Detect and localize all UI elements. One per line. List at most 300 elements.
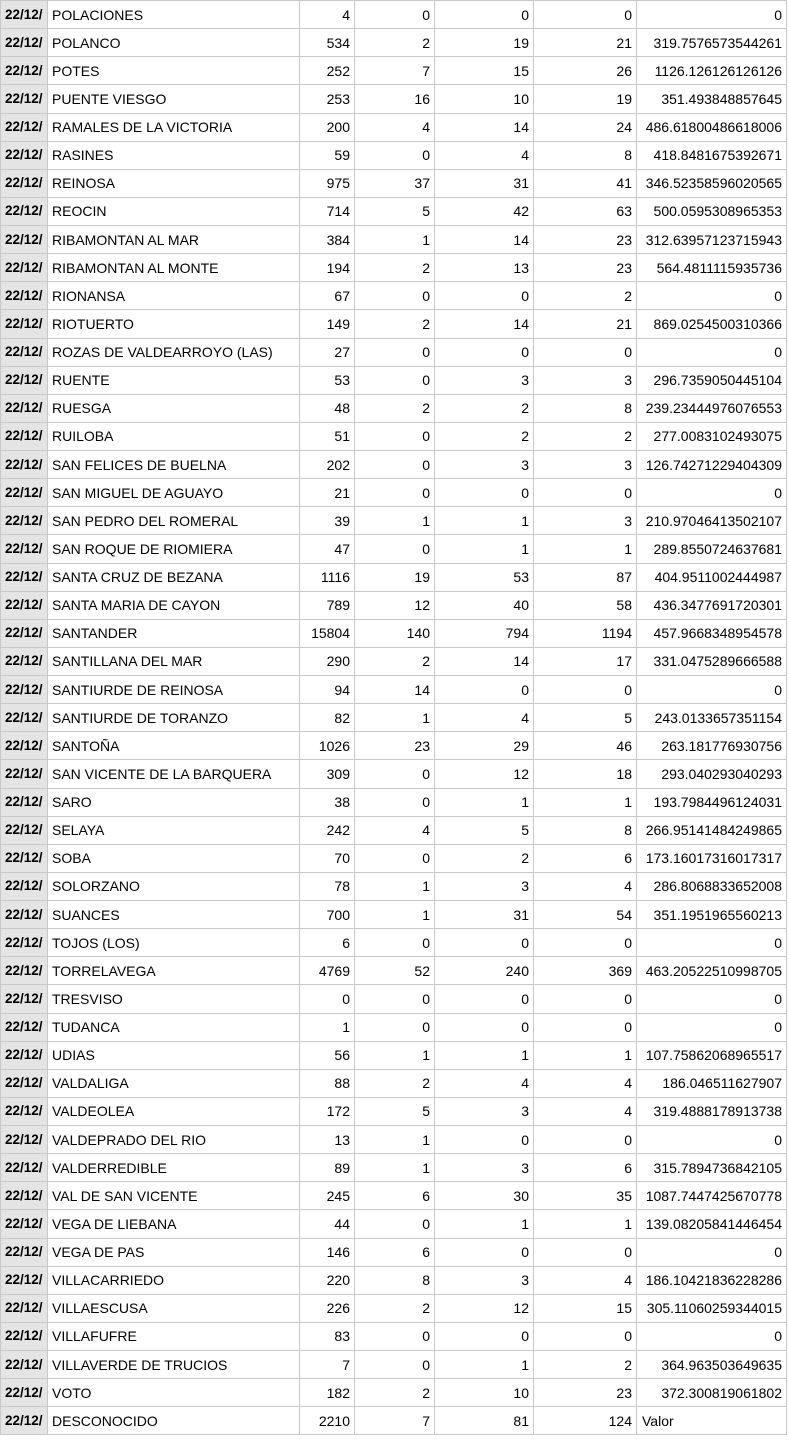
count-cell-2[interactable]: 0 bbox=[355, 1351, 435, 1379]
date-cell[interactable]: 22/12/ bbox=[1, 732, 48, 760]
count-cell-3[interactable]: 15 bbox=[435, 57, 534, 85]
municipality-cell[interactable]: VEGA DE PAS bbox=[48, 1238, 300, 1266]
count-cell-4[interactable]: 4 bbox=[534, 1069, 637, 1097]
date-cell[interactable]: 22/12/ bbox=[1, 451, 48, 479]
count-cell-3[interactable]: 14 bbox=[435, 647, 534, 675]
date-cell[interactable]: 22/12/ bbox=[1, 704, 48, 732]
municipality-cell[interactable]: RIOTUERTO bbox=[48, 310, 300, 338]
count-cell-1[interactable]: 149 bbox=[300, 310, 355, 338]
count-cell-3[interactable]: 1 bbox=[435, 1351, 534, 1379]
count-cell-1[interactable]: 4 bbox=[300, 1, 355, 29]
municipality-cell[interactable]: POLANCO bbox=[48, 29, 300, 57]
rate-cell[interactable]: 457.9668348954578 bbox=[637, 619, 787, 647]
count-cell-2[interactable]: 2 bbox=[355, 394, 435, 422]
count-cell-2[interactable]: 0 bbox=[355, 282, 435, 310]
count-cell-4[interactable]: 0 bbox=[534, 676, 637, 704]
rate-cell[interactable]: 0 bbox=[637, 338, 787, 366]
count-cell-4[interactable]: 2 bbox=[534, 282, 637, 310]
count-cell-1[interactable]: 0 bbox=[300, 985, 355, 1013]
count-cell-4[interactable]: 23 bbox=[534, 254, 637, 282]
count-cell-1[interactable]: 1026 bbox=[300, 732, 355, 760]
date-cell[interactable]: 22/12/ bbox=[1, 1407, 48, 1435]
rate-cell[interactable]: 173.16017316017317 bbox=[637, 844, 787, 872]
municipality-cell[interactable]: VALDERREDIBLE bbox=[48, 1154, 300, 1182]
count-cell-2[interactable]: 0 bbox=[355, 479, 435, 507]
count-cell-1[interactable]: 194 bbox=[300, 254, 355, 282]
count-cell-1[interactable]: 53 bbox=[300, 366, 355, 394]
count-cell-4[interactable]: 8 bbox=[534, 816, 637, 844]
date-cell[interactable]: 22/12/ bbox=[1, 226, 48, 254]
date-cell[interactable]: 22/12/ bbox=[1, 844, 48, 872]
municipality-cell[interactable]: RUENTE bbox=[48, 366, 300, 394]
municipality-cell[interactable]: SANTIURDE DE REINOSA bbox=[48, 676, 300, 704]
count-cell-4[interactable]: 0 bbox=[534, 1322, 637, 1350]
count-cell-2[interactable]: 0 bbox=[355, 1013, 435, 1041]
count-cell-3[interactable]: 3 bbox=[435, 1097, 534, 1125]
rate-cell[interactable]: 0 bbox=[637, 1, 787, 29]
count-cell-1[interactable]: 7 bbox=[300, 1351, 355, 1379]
date-cell[interactable]: 22/12/ bbox=[1, 1351, 48, 1379]
count-cell-2[interactable]: 0 bbox=[355, 760, 435, 788]
count-cell-3[interactable]: 0 bbox=[435, 929, 534, 957]
rate-cell[interactable]: 186.046511627907 bbox=[637, 1069, 787, 1097]
count-cell-3[interactable]: 10 bbox=[435, 85, 534, 113]
rate-cell[interactable]: 463.20522510998705 bbox=[637, 957, 787, 985]
count-cell-4[interactable]: 87 bbox=[534, 563, 637, 591]
count-cell-3[interactable]: 0 bbox=[435, 282, 534, 310]
count-cell-2[interactable]: 52 bbox=[355, 957, 435, 985]
count-cell-4[interactable]: 3 bbox=[534, 366, 637, 394]
count-cell-4[interactable]: 54 bbox=[534, 901, 637, 929]
count-cell-3[interactable]: 3 bbox=[435, 366, 534, 394]
count-cell-2[interactable]: 4 bbox=[355, 113, 435, 141]
count-cell-3[interactable]: 12 bbox=[435, 760, 534, 788]
count-cell-4[interactable]: 15 bbox=[534, 1294, 637, 1322]
municipality-cell[interactable]: SAN MIGUEL DE AGUAYO bbox=[48, 479, 300, 507]
rate-cell[interactable]: 319.4888178913738 bbox=[637, 1097, 787, 1125]
count-cell-1[interactable]: 975 bbox=[300, 169, 355, 197]
count-cell-4[interactable]: 21 bbox=[534, 29, 637, 57]
count-cell-2[interactable]: 12 bbox=[355, 591, 435, 619]
rate-cell[interactable]: 277.0083102493075 bbox=[637, 422, 787, 450]
municipality-cell[interactable]: SOBA bbox=[48, 844, 300, 872]
date-cell[interactable]: 22/12/ bbox=[1, 479, 48, 507]
date-cell[interactable]: 22/12/ bbox=[1, 1154, 48, 1182]
rate-cell[interactable]: 107.75862068965517 bbox=[637, 1041, 787, 1069]
count-cell-4[interactable]: 0 bbox=[534, 479, 637, 507]
municipality-cell[interactable]: VILLAESCUSA bbox=[48, 1294, 300, 1322]
date-cell[interactable]: 22/12/ bbox=[1, 1013, 48, 1041]
count-cell-2[interactable]: 6 bbox=[355, 1238, 435, 1266]
count-cell-1[interactable]: 82 bbox=[300, 704, 355, 732]
count-cell-3[interactable]: 240 bbox=[435, 957, 534, 985]
municipality-cell[interactable]: ROZAS DE VALDEARROYO (LAS) bbox=[48, 338, 300, 366]
date-cell[interactable]: 22/12/ bbox=[1, 901, 48, 929]
date-cell[interactable]: 22/12/ bbox=[1, 1210, 48, 1238]
municipality-cell[interactable]: SAN VICENTE DE LA BARQUERA bbox=[48, 760, 300, 788]
count-cell-3[interactable]: 53 bbox=[435, 563, 534, 591]
count-cell-3[interactable]: 4 bbox=[435, 704, 534, 732]
count-cell-2[interactable]: 4 bbox=[355, 816, 435, 844]
date-cell[interactable]: 22/12/ bbox=[1, 1069, 48, 1097]
municipality-cell[interactable]: UDIAS bbox=[48, 1041, 300, 1069]
date-cell[interactable]: 22/12/ bbox=[1, 619, 48, 647]
municipality-cell[interactable]: SANTIURDE DE TORANZO bbox=[48, 704, 300, 732]
rate-cell[interactable]: 351.493848857645 bbox=[637, 85, 787, 113]
count-cell-2[interactable]: 0 bbox=[355, 929, 435, 957]
municipality-cell[interactable]: DESCONOCIDO bbox=[48, 1407, 300, 1435]
municipality-cell[interactable]: RUESGA bbox=[48, 394, 300, 422]
count-cell-2[interactable]: 19 bbox=[355, 563, 435, 591]
count-cell-2[interactable]: 1 bbox=[355, 704, 435, 732]
count-cell-3[interactable]: 10 bbox=[435, 1379, 534, 1407]
count-cell-4[interactable]: 0 bbox=[534, 1126, 637, 1154]
municipality-cell[interactable]: TRESVISO bbox=[48, 985, 300, 1013]
count-cell-4[interactable]: 17 bbox=[534, 647, 637, 675]
count-cell-1[interactable]: 242 bbox=[300, 816, 355, 844]
count-cell-1[interactable]: 309 bbox=[300, 760, 355, 788]
date-cell[interactable]: 22/12/ bbox=[1, 254, 48, 282]
date-cell[interactable]: 22/12/ bbox=[1, 1182, 48, 1210]
rate-cell[interactable]: 243.0133657351154 bbox=[637, 704, 787, 732]
count-cell-4[interactable]: 0 bbox=[534, 338, 637, 366]
count-cell-2[interactable]: 8 bbox=[355, 1266, 435, 1294]
count-cell-3[interactable]: 2 bbox=[435, 422, 534, 450]
rate-cell[interactable]: 263.181776930756 bbox=[637, 732, 787, 760]
date-cell[interactable]: 22/12/ bbox=[1, 957, 48, 985]
date-cell[interactable]: 22/12/ bbox=[1, 366, 48, 394]
municipality-cell[interactable]: RIBAMONTAN AL MAR bbox=[48, 226, 300, 254]
rate-cell[interactable]: 293.040293040293 bbox=[637, 760, 787, 788]
date-cell[interactable]: 22/12/ bbox=[1, 1126, 48, 1154]
count-cell-3[interactable]: 0 bbox=[435, 1, 534, 29]
rate-cell[interactable]: 372.300819061802 bbox=[637, 1379, 787, 1407]
count-cell-3[interactable]: 2 bbox=[435, 394, 534, 422]
count-cell-1[interactable]: 94 bbox=[300, 676, 355, 704]
count-cell-3[interactable]: 1 bbox=[435, 507, 534, 535]
rate-cell[interactable]: 210.97046413502107 bbox=[637, 507, 787, 535]
count-cell-3[interactable]: 0 bbox=[435, 676, 534, 704]
count-cell-2[interactable]: 6 bbox=[355, 1182, 435, 1210]
rate-cell[interactable]: 0 bbox=[637, 929, 787, 957]
date-cell[interactable]: 22/12/ bbox=[1, 563, 48, 591]
municipality-cell[interactable]: VILLAVERDE DE TRUCIOS bbox=[48, 1351, 300, 1379]
count-cell-3[interactable]: 1 bbox=[435, 535, 534, 563]
municipality-cell[interactable]: VALDEPRADO DEL RIO bbox=[48, 1126, 300, 1154]
count-cell-1[interactable]: 83 bbox=[300, 1322, 355, 1350]
count-cell-1[interactable]: 78 bbox=[300, 872, 355, 900]
rate-cell[interactable]: 0 bbox=[637, 1238, 787, 1266]
municipality-cell[interactable]: SOLORZANO bbox=[48, 872, 300, 900]
date-cell[interactable]: 22/12/ bbox=[1, 394, 48, 422]
count-cell-4[interactable]: 6 bbox=[534, 844, 637, 872]
count-cell-3[interactable]: 19 bbox=[435, 29, 534, 57]
count-cell-2[interactable]: 1 bbox=[355, 226, 435, 254]
count-cell-2[interactable]: 2 bbox=[355, 1379, 435, 1407]
count-cell-3[interactable]: 13 bbox=[435, 254, 534, 282]
count-cell-3[interactable]: 1 bbox=[435, 1210, 534, 1238]
count-cell-4[interactable]: 4 bbox=[534, 872, 637, 900]
count-cell-4[interactable]: 369 bbox=[534, 957, 637, 985]
count-cell-4[interactable]: 1 bbox=[534, 788, 637, 816]
municipality-cell[interactable]: SANTOÑA bbox=[48, 732, 300, 760]
count-cell-3[interactable]: 4 bbox=[435, 1069, 534, 1097]
rate-cell[interactable]: 186.10421836228286 bbox=[637, 1266, 787, 1294]
rate-cell[interactable]: 139.08205841446454 bbox=[637, 1210, 787, 1238]
count-cell-1[interactable]: 146 bbox=[300, 1238, 355, 1266]
municipality-cell[interactable]: VILLACARRIEDO bbox=[48, 1266, 300, 1294]
count-cell-4[interactable]: 26 bbox=[534, 57, 637, 85]
count-cell-3[interactable]: 794 bbox=[435, 619, 534, 647]
count-cell-2[interactable]: 0 bbox=[355, 535, 435, 563]
municipality-cell[interactable]: POLACIONES bbox=[48, 1, 300, 29]
date-cell[interactable]: 22/12/ bbox=[1, 647, 48, 675]
count-cell-3[interactable]: 40 bbox=[435, 591, 534, 619]
date-cell[interactable]: 22/12/ bbox=[1, 1238, 48, 1266]
count-cell-3[interactable]: 31 bbox=[435, 169, 534, 197]
municipality-cell[interactable]: REINOSA bbox=[48, 169, 300, 197]
count-cell-3[interactable]: 0 bbox=[435, 985, 534, 1013]
rate-cell[interactable]: 364.963503649635 bbox=[637, 1351, 787, 1379]
count-cell-1[interactable]: 252 bbox=[300, 57, 355, 85]
count-cell-4[interactable]: 8 bbox=[534, 141, 637, 169]
count-cell-4[interactable]: 23 bbox=[534, 1379, 637, 1407]
municipality-cell[interactable]: SAN ROQUE DE RIOMIERA bbox=[48, 535, 300, 563]
count-cell-4[interactable]: 41 bbox=[534, 169, 637, 197]
rate-cell[interactable]: 239.23444976076553 bbox=[637, 394, 787, 422]
count-cell-4[interactable]: 8 bbox=[534, 394, 637, 422]
count-cell-1[interactable]: 88 bbox=[300, 1069, 355, 1097]
date-cell[interactable]: 22/12/ bbox=[1, 507, 48, 535]
date-cell[interactable]: 22/12/ bbox=[1, 1379, 48, 1407]
rate-cell[interactable]: 486.61800486618006 bbox=[637, 113, 787, 141]
count-cell-1[interactable]: 789 bbox=[300, 591, 355, 619]
count-cell-2[interactable]: 5 bbox=[355, 1097, 435, 1125]
count-cell-4[interactable]: 0 bbox=[534, 929, 637, 957]
date-cell[interactable]: 22/12/ bbox=[1, 1041, 48, 1069]
date-cell[interactable]: 22/12/ bbox=[1, 1294, 48, 1322]
count-cell-1[interactable]: 172 bbox=[300, 1097, 355, 1125]
date-cell[interactable]: 22/12/ bbox=[1, 1, 48, 29]
count-cell-2[interactable]: 14 bbox=[355, 676, 435, 704]
count-cell-3[interactable]: 0 bbox=[435, 479, 534, 507]
rate-cell[interactable]: 319.7576573544261 bbox=[637, 29, 787, 57]
count-cell-4[interactable]: 3 bbox=[534, 451, 637, 479]
count-cell-4[interactable]: 23 bbox=[534, 226, 637, 254]
count-cell-2[interactable]: 0 bbox=[355, 985, 435, 1013]
municipality-cell[interactable]: RIONANSA bbox=[48, 282, 300, 310]
count-cell-1[interactable]: 59 bbox=[300, 141, 355, 169]
count-cell-3[interactable]: 81 bbox=[435, 1407, 534, 1435]
municipality-cell[interactable]: RIBAMONTAN AL MONTE bbox=[48, 254, 300, 282]
count-cell-3[interactable]: 0 bbox=[435, 1238, 534, 1266]
count-cell-3[interactable]: 0 bbox=[435, 1322, 534, 1350]
municipality-cell[interactable]: VALDALIGA bbox=[48, 1069, 300, 1097]
date-cell[interactable]: 22/12/ bbox=[1, 872, 48, 900]
count-cell-4[interactable]: 18 bbox=[534, 760, 637, 788]
rate-cell[interactable]: 564.4811115935736 bbox=[637, 254, 787, 282]
count-cell-1[interactable]: 38 bbox=[300, 788, 355, 816]
count-cell-1[interactable]: 51 bbox=[300, 422, 355, 450]
count-cell-1[interactable]: 39 bbox=[300, 507, 355, 535]
count-cell-4[interactable]: 124 bbox=[534, 1407, 637, 1435]
count-cell-3[interactable]: 0 bbox=[435, 1126, 534, 1154]
rate-cell[interactable]: Valor bbox=[637, 1407, 787, 1435]
count-cell-3[interactable]: 14 bbox=[435, 310, 534, 338]
count-cell-1[interactable]: 182 bbox=[300, 1379, 355, 1407]
count-cell-3[interactable]: 1 bbox=[435, 1041, 534, 1069]
municipality-cell[interactable]: SANTA CRUZ DE BEZANA bbox=[48, 563, 300, 591]
count-cell-1[interactable]: 47 bbox=[300, 535, 355, 563]
count-cell-1[interactable]: 13 bbox=[300, 1126, 355, 1154]
rate-cell[interactable]: 0 bbox=[637, 282, 787, 310]
municipality-cell[interactable]: SARO bbox=[48, 788, 300, 816]
count-cell-3[interactable]: 1 bbox=[435, 788, 534, 816]
rate-cell[interactable]: 404.9511002444987 bbox=[637, 563, 787, 591]
count-cell-1[interactable]: 290 bbox=[300, 647, 355, 675]
rate-cell[interactable]: 331.0475289666588 bbox=[637, 647, 787, 675]
count-cell-2[interactable]: 0 bbox=[355, 141, 435, 169]
rate-cell[interactable]: 312.63957123715943 bbox=[637, 226, 787, 254]
municipality-cell[interactable]: REOCIN bbox=[48, 197, 300, 225]
count-cell-4[interactable]: 63 bbox=[534, 197, 637, 225]
count-cell-4[interactable]: 1 bbox=[534, 1210, 637, 1238]
count-cell-2[interactable]: 0 bbox=[355, 844, 435, 872]
date-cell[interactable]: 22/12/ bbox=[1, 310, 48, 338]
municipality-cell[interactable]: VOTO bbox=[48, 1379, 300, 1407]
count-cell-1[interactable]: 202 bbox=[300, 451, 355, 479]
date-cell[interactable]: 22/12/ bbox=[1, 338, 48, 366]
count-cell-1[interactable]: 56 bbox=[300, 1041, 355, 1069]
count-cell-4[interactable]: 0 bbox=[534, 1013, 637, 1041]
count-cell-3[interactable]: 3 bbox=[435, 1266, 534, 1294]
count-cell-2[interactable]: 1 bbox=[355, 1041, 435, 1069]
count-cell-1[interactable]: 1116 bbox=[300, 563, 355, 591]
date-cell[interactable]: 22/12/ bbox=[1, 985, 48, 1013]
count-cell-4[interactable]: 1 bbox=[534, 535, 637, 563]
count-cell-4[interactable]: 19 bbox=[534, 85, 637, 113]
count-cell-4[interactable]: 5 bbox=[534, 704, 637, 732]
count-cell-3[interactable]: 30 bbox=[435, 1182, 534, 1210]
date-cell[interactable]: 22/12/ bbox=[1, 591, 48, 619]
count-cell-2[interactable]: 0 bbox=[355, 1, 435, 29]
count-cell-4[interactable]: 0 bbox=[534, 985, 637, 1013]
rate-cell[interactable]: 1087.7447425670778 bbox=[637, 1182, 787, 1210]
rate-cell[interactable]: 500.0595308965353 bbox=[637, 197, 787, 225]
count-cell-2[interactable]: 2 bbox=[355, 647, 435, 675]
rate-cell[interactable]: 305.11060259344015 bbox=[637, 1294, 787, 1322]
count-cell-2[interactable]: 1 bbox=[355, 872, 435, 900]
rate-cell[interactable]: 315.7894736842105 bbox=[637, 1154, 787, 1182]
rate-cell[interactable]: 0 bbox=[637, 479, 787, 507]
date-cell[interactable]: 22/12/ bbox=[1, 760, 48, 788]
count-cell-1[interactable]: 245 bbox=[300, 1182, 355, 1210]
date-cell[interactable]: 22/12/ bbox=[1, 113, 48, 141]
count-cell-4[interactable]: 4 bbox=[534, 1266, 637, 1294]
municipality-cell[interactable]: SAN PEDRO DEL ROMERAL bbox=[48, 507, 300, 535]
count-cell-4[interactable]: 35 bbox=[534, 1182, 637, 1210]
municipality-cell[interactable]: SANTANDER bbox=[48, 619, 300, 647]
count-cell-3[interactable]: 2 bbox=[435, 844, 534, 872]
count-cell-1[interactable]: 89 bbox=[300, 1154, 355, 1182]
count-cell-1[interactable]: 15804 bbox=[300, 619, 355, 647]
count-cell-4[interactable]: 2 bbox=[534, 1351, 637, 1379]
count-cell-4[interactable]: 4 bbox=[534, 1097, 637, 1125]
municipality-cell[interactable]: VALDEOLEA bbox=[48, 1097, 300, 1125]
municipality-cell[interactable]: SANTA MARIA DE CAYON bbox=[48, 591, 300, 619]
count-cell-3[interactable]: 5 bbox=[435, 816, 534, 844]
rate-cell[interactable]: 266.95141484249865 bbox=[637, 816, 787, 844]
rate-cell[interactable]: 436.3477691720301 bbox=[637, 591, 787, 619]
rate-cell[interactable]: 0 bbox=[637, 676, 787, 704]
count-cell-3[interactable]: 3 bbox=[435, 1154, 534, 1182]
date-cell[interactable]: 22/12/ bbox=[1, 29, 48, 57]
count-cell-2[interactable]: 0 bbox=[355, 788, 435, 816]
date-cell[interactable]: 22/12/ bbox=[1, 169, 48, 197]
count-cell-1[interactable]: 200 bbox=[300, 113, 355, 141]
rate-cell[interactable]: 869.0254500310366 bbox=[637, 310, 787, 338]
count-cell-4[interactable]: 21 bbox=[534, 310, 637, 338]
rate-cell[interactable]: 296.7359050445104 bbox=[637, 366, 787, 394]
count-cell-2[interactable]: 2 bbox=[355, 1069, 435, 1097]
date-cell[interactable]: 22/12/ bbox=[1, 141, 48, 169]
count-cell-2[interactable]: 0 bbox=[355, 366, 435, 394]
municipality-cell[interactable]: TOJOS (LOS) bbox=[48, 929, 300, 957]
count-cell-1[interactable]: 384 bbox=[300, 226, 355, 254]
municipality-cell[interactable]: RUILOBA bbox=[48, 422, 300, 450]
count-cell-3[interactable]: 14 bbox=[435, 226, 534, 254]
date-cell[interactable]: 22/12/ bbox=[1, 57, 48, 85]
count-cell-2[interactable]: 1 bbox=[355, 507, 435, 535]
count-cell-1[interactable]: 2210 bbox=[300, 1407, 355, 1435]
date-cell[interactable]: 22/12/ bbox=[1, 1097, 48, 1125]
count-cell-4[interactable]: 6 bbox=[534, 1154, 637, 1182]
count-cell-2[interactable]: 5 bbox=[355, 197, 435, 225]
date-cell[interactable]: 22/12/ bbox=[1, 816, 48, 844]
date-cell[interactable]: 22/12/ bbox=[1, 422, 48, 450]
date-cell[interactable]: 22/12/ bbox=[1, 1266, 48, 1294]
count-cell-3[interactable]: 3 bbox=[435, 451, 534, 479]
count-cell-4[interactable]: 0 bbox=[534, 1, 637, 29]
date-cell[interactable]: 22/12/ bbox=[1, 282, 48, 310]
municipality-cell[interactable]: SELAYA bbox=[48, 816, 300, 844]
count-cell-4[interactable]: 24 bbox=[534, 113, 637, 141]
municipality-cell[interactable]: SUANCES bbox=[48, 901, 300, 929]
count-cell-3[interactable]: 12 bbox=[435, 1294, 534, 1322]
count-cell-1[interactable]: 253 bbox=[300, 85, 355, 113]
municipality-cell[interactable]: VEGA DE LIEBANA bbox=[48, 1210, 300, 1238]
count-cell-2[interactable]: 7 bbox=[355, 1407, 435, 1435]
count-cell-2[interactable]: 2 bbox=[355, 29, 435, 57]
date-cell[interactable]: 22/12/ bbox=[1, 1322, 48, 1350]
count-cell-1[interactable]: 48 bbox=[300, 394, 355, 422]
rate-cell[interactable]: 289.8550724637681 bbox=[637, 535, 787, 563]
count-cell-1[interactable]: 700 bbox=[300, 901, 355, 929]
count-cell-2[interactable]: 1 bbox=[355, 1154, 435, 1182]
count-cell-1[interactable]: 714 bbox=[300, 197, 355, 225]
date-cell[interactable]: 22/12/ bbox=[1, 929, 48, 957]
municipality-cell[interactable]: TUDANCA bbox=[48, 1013, 300, 1041]
count-cell-2[interactable]: 0 bbox=[355, 338, 435, 366]
date-cell[interactable]: 22/12/ bbox=[1, 85, 48, 113]
count-cell-1[interactable]: 67 bbox=[300, 282, 355, 310]
count-cell-2[interactable]: 1 bbox=[355, 1126, 435, 1154]
municipality-cell[interactable]: VILLAFUFRE bbox=[48, 1322, 300, 1350]
count-cell-2[interactable]: 2 bbox=[355, 310, 435, 338]
count-cell-1[interactable]: 226 bbox=[300, 1294, 355, 1322]
municipality-cell[interactable]: VAL DE SAN VICENTE bbox=[48, 1182, 300, 1210]
rate-cell[interactable]: 1126.126126126126 bbox=[637, 57, 787, 85]
